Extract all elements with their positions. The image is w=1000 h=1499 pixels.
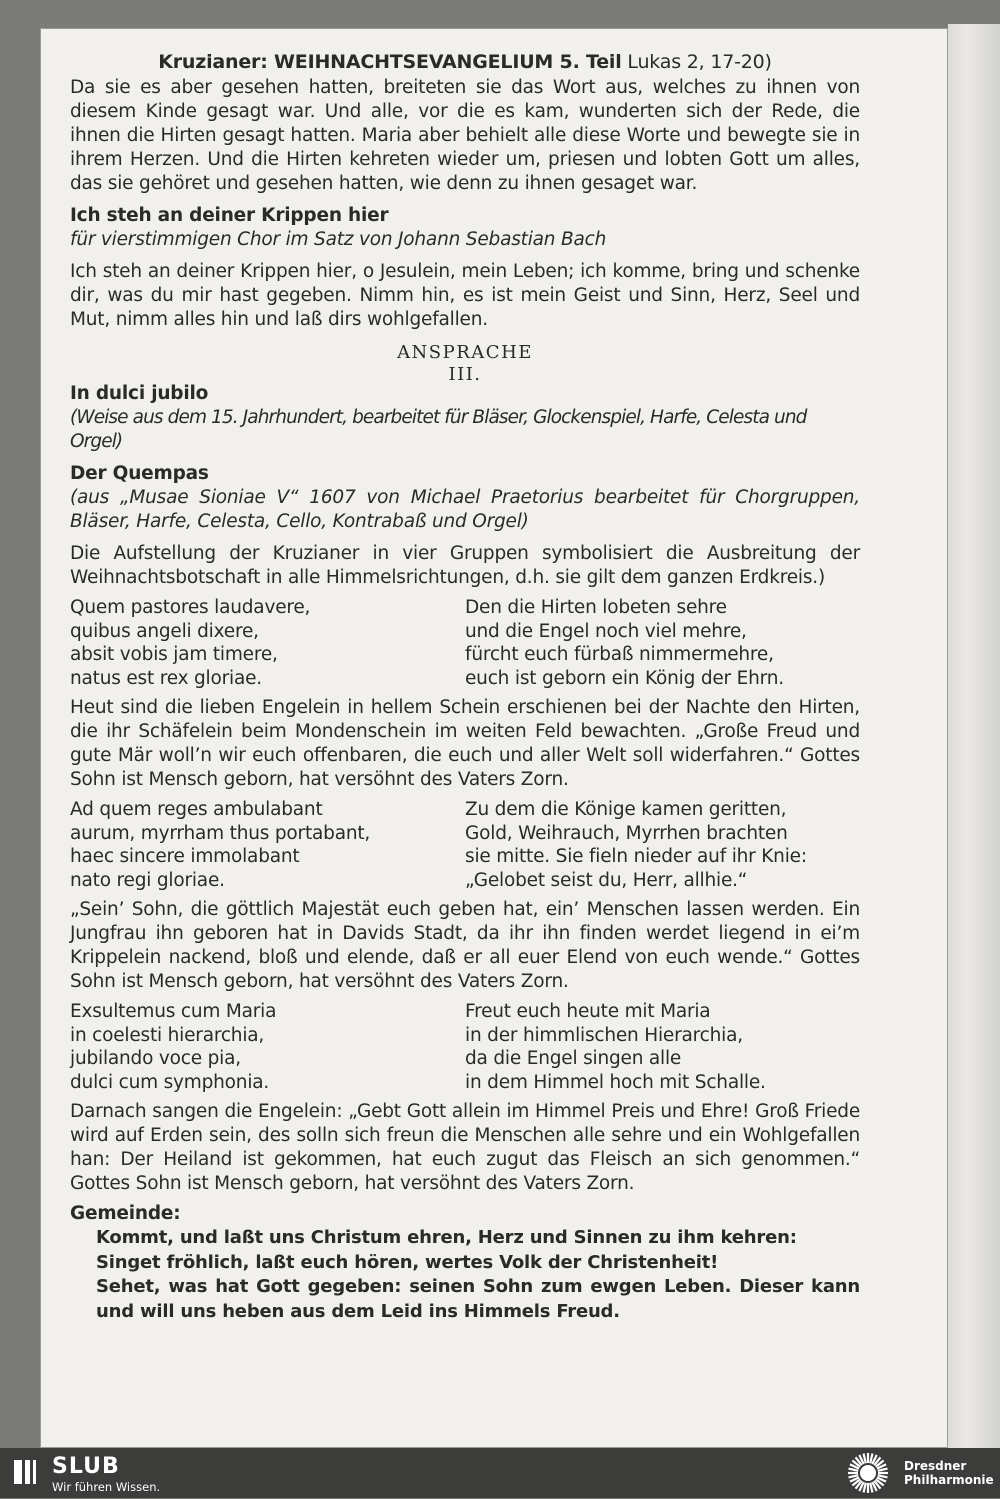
verse-line: „Gelobet seist du, Herr, allhie.“ — [465, 869, 748, 891]
verse-2-german — [465, 798, 860, 892]
gemeinde-line: Singet fröhlich, laßt euch hören, wertes Volk der Christenheit! — [96, 1251, 719, 1273]
paragraph-3: Darnach sangen die Engelein: „Gebt Gott allein im Himmel Preis und Ehre! Groß Friede wird auf Erden sein, des solln sich freun die Menschen alle sehre und ein Wohlgefallen han: Der Heiland ist gekommen, hat euch zugut das Fleisch an sich genommen.“ Gottes Sohn ist Mensch geborn, hat versöhnt des Vaters Zorn. — [70, 1101, 860, 1194]
ansprache-label: ANSPRACHE — [397, 342, 533, 363]
verse-line: euch ist geborn ein König der Ehrn. — [465, 667, 784, 689]
program-content — [70, 50, 860, 1324]
verse-line: Zu dem die Könige kamen geritten, — [465, 799, 787, 820]
page-edge — [948, 24, 1000, 1448]
gemeinde-line: Kommt, und laßt uns Christum ehren, Herz und Sinnen zu ihm kehren: — [96, 1227, 797, 1248]
verse-line: quibus angeli dixere, — [70, 620, 259, 642]
section-heading — [70, 50, 860, 74]
ansprache-number: III. — [448, 364, 482, 385]
krippe-subtitle: für vierstimmigen Chor im Satz von Johann Sebastian Bach — [70, 229, 607, 250]
verse-2 — [70, 798, 860, 892]
verse-line: aurum, myrrham thus portabant, — [70, 822, 371, 844]
dulci-title: In dulci jubilo — [70, 383, 209, 404]
verse-1-german — [465, 596, 860, 690]
partner-name-line2: Philharmonie — [904, 1473, 994, 1487]
verse-line: sie mitte. Sie fieln nieder auf ihr Knie: — [465, 846, 807, 867]
gemeinde-line: Sehet, was hat Gott gegeben: seinen Sohn zum ewgen Leben. Dieser kann und will uns heben aus dem Leid ins Himmels Freud. — [96, 1276, 860, 1322]
quempas-intro: Die Aufstellung der Kruzianer in vier Gruppen symbolisiert die Ausbreitung der Weihnachtsbotschaft in alle Himmelsrichtungen, d.h. sie gilt dem ganzen Erdkreis.) — [70, 543, 860, 588]
slub-tagline: Wir führen Wissen. — [52, 1480, 161, 1494]
verse-3-german — [465, 1000, 860, 1094]
quempas-title: Der Quempas — [70, 463, 209, 484]
paragraph-2: „Sein’ Sohn, die göttlich Majestät euch geben hat, ein’ Menschen lassen werden. Ein Jungfrau ihn geboren hat in Davids Stadt, da ihr ihn finden werdet liegend in ei’m Krippelein nackend, bloß und elende, daß er all euer Elend von euch wende.“ Gottes Sohn ist Mensch geborn, hat versöhnt des Vaters Zorn. — [70, 899, 860, 992]
verse-line: in der himmlischen Hierarchia, — [465, 1024, 743, 1046]
verse-1-latin — [70, 596, 465, 690]
gospel-text: Da sie es aber gesehen hatten, breiteten sie das Wort aus, welches zu ihnen von diesem Kinde gesagt war. Und alle, vor die es kam, wunderten sich der Rede, die ihnen die Hirten gesagt hatten. Maria aber behielt alle diese Worte und bewegte sie in ihrem Herzen. Und die Hirten kehreten wieder um, priesen und lobten Gott um alles, das sie gehöret und gesehen hatten, wie denn zu ihnen gesaget war. — [70, 77, 860, 194]
verse-line: nato regi gloriae. — [70, 869, 225, 891]
slub-name: SLUB — [52, 1454, 120, 1479]
quempas-subtitle: (aus „Musae Sioniae V“ 1607 von Michael Praetorius bearbeitet für Chorgruppen, Bläser, Harfe, Celesta, Cello, Kontrabaß und Orgel) — [70, 487, 860, 532]
verse-line: jubilando voce pia, — [70, 1048, 241, 1069]
verse-line: Ad quem reges ambulabant — [70, 799, 323, 820]
verse-line: haec sincere immolabant — [70, 846, 300, 867]
verse-line: Exsultemus cum Maria — [70, 1001, 277, 1022]
verse-3-latin — [70, 1000, 465, 1094]
partner-name — [904, 1459, 994, 1487]
verse-3 — [70, 1000, 860, 1094]
verse-line: da die Engel singen alle — [465, 1048, 682, 1069]
heading-reference: Lukas 2, 17-20) — [621, 51, 772, 73]
krippe-title: Ich steh an deiner Krippen hier — [70, 205, 389, 226]
verse-line: und die Engel noch viel mehre, — [465, 620, 747, 642]
verse-line: in dem Himmel hoch mit Schalle. — [465, 1071, 766, 1093]
verse-line: in coelesti hierarchia, — [70, 1024, 265, 1046]
dulci-subtitle: (Weise aus dem 15. Jahrhundert, bearbeitet für Bläser, Glockenspiel, Harfe, Celesta und Orgel) — [70, 407, 807, 452]
verse-2-latin — [70, 798, 465, 892]
krippe-text: Ich steh an deiner Krippen hier, o Jesulein, mein Leben; ich komme, bring und schenke dir, was du mir hast gegeben. Nimm hin, es ist mein Geist und Sinn, Herz, Seel und Mut, nimm alles hin und laß dirs wohlgefallen. — [70, 261, 860, 330]
gemeinde-label: Gemeinde: — [70, 1203, 181, 1224]
paragraph-1: Heut sind die lieben Engelein in hellem Schein erschienen bei der Nachte den Hirten, die ihr Schäfelein beim Mondenschein im weiten Feld bewachten. „Große Freud und gute Mär woll’n wir euch offenbaren, die euch und aller Welt soll widerfahren.“ Gottes Sohn ist Mensch geborn, hat versöhnt des Vaters Zorn. — [70, 697, 860, 790]
verse-line: natus est rex gloriae. — [70, 667, 262, 689]
slub-logo-icon — [14, 1458, 42, 1490]
verse-line: absit vobis jam timere, — [70, 644, 278, 665]
footer-bar — [0, 1448, 1000, 1498]
partner-name-line1: Dresdner — [904, 1459, 967, 1473]
heading-bold: Kruzianer: WEIHNACHTSEVANGELIUM 5. Teil — [158, 51, 622, 73]
verse-line: Quem pastores laudavere, — [70, 597, 311, 618]
verse-line: fürcht euch fürbaß nimmermehre, — [465, 644, 774, 665]
sunburst-logo-icon — [842, 1451, 894, 1499]
verse-1 — [70, 596, 860, 690]
verse-line: Gold, Weihrauch, Myrrhen brachten — [465, 822, 788, 844]
verse-line: dulci cum symphonia. — [70, 1071, 270, 1093]
verse-line: Den die Hirten lobeten sehre — [465, 597, 727, 618]
verse-line: Freut euch heute mit Maria — [465, 1001, 711, 1022]
